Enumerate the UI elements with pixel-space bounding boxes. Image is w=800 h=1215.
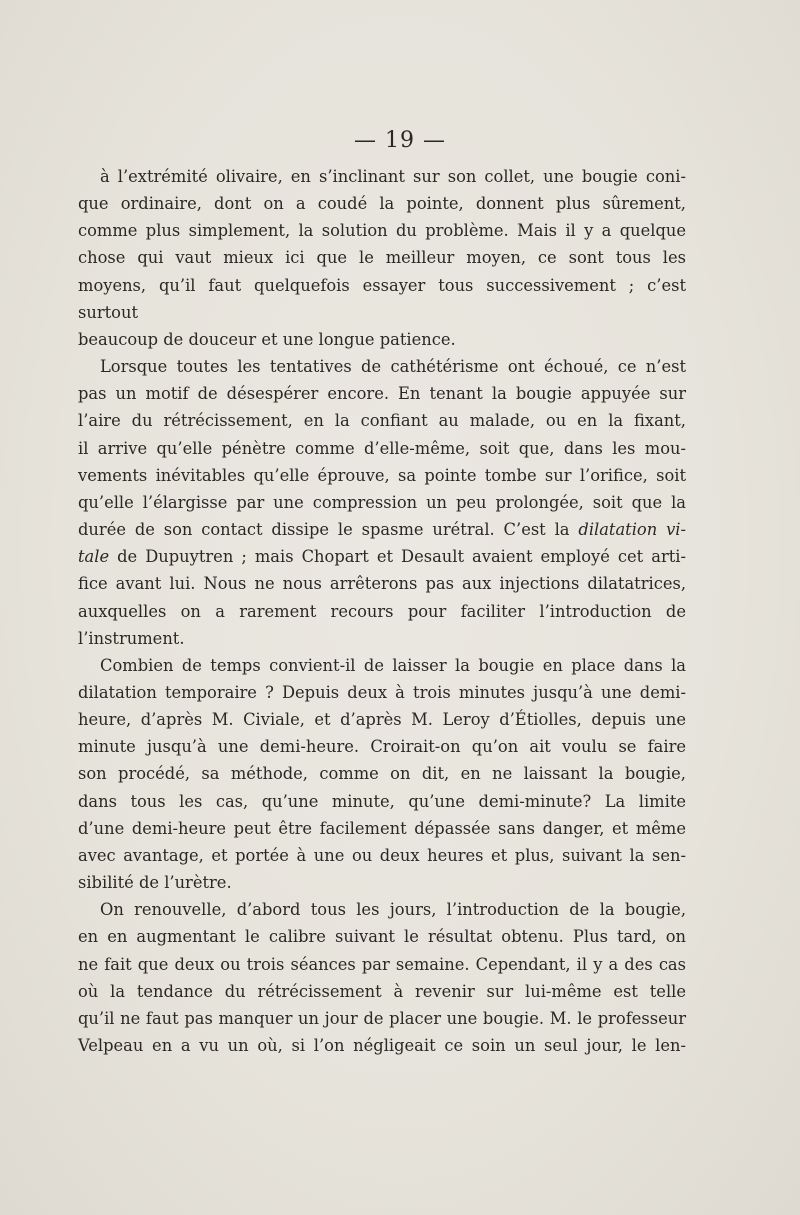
line-text: comme plus simplement, la solution du problème. Mais il y a quelque — [78, 221, 686, 241]
text-line — [78, 217, 686, 244]
text-line — [78, 570, 686, 597]
text-line — [78, 407, 686, 434]
line-text: durée de son contact dissipe le spasme urétral. C’est la — [78, 520, 570, 540]
text-line — [78, 272, 686, 326]
line-text: avec avantage, et portée à une ou deux heures et plus, suivant la sen- — [78, 845, 686, 865]
text-line — [78, 353, 686, 380]
text-line — [78, 923, 686, 950]
text-line — [78, 733, 686, 760]
italic-text: tale — [78, 547, 110, 567]
text-line — [78, 652, 686, 679]
text-line — [78, 543, 686, 570]
text-line — [78, 706, 686, 733]
text-line — [78, 1005, 686, 1032]
line-text: moyens, qu’il faut quelquefois essayer tous successivement ; c’est surtout — [78, 275, 686, 322]
text-line — [78, 516, 686, 543]
line-text: chose qui vaut mieux ici que le meilleur moyen, ce sont tous les — [78, 248, 686, 268]
text-line — [78, 380, 686, 407]
text-line — [78, 951, 686, 978]
text-line — [78, 760, 686, 787]
text-line — [78, 978, 686, 1005]
text-line — [78, 598, 686, 625]
line-text: l’instrument. — [78, 628, 185, 648]
text-line — [78, 788, 686, 815]
text-line — [78, 244, 686, 271]
line-text: auxquelles on a rarement recours pour faciliter l’introduction de — [78, 601, 686, 621]
line-text: que ordinaire, dont on a coudé la pointe, donnent plus sûrement, — [78, 194, 686, 214]
line-text: à l’extrémité olivaire, en s’inclinant sur son collet, une bougie coni- — [100, 167, 686, 186]
line-text: heure, d’après M. Civiale, et d’après M. Leroy d’Étiolles, depuis une — [78, 710, 686, 730]
page-number: — 19 — — [354, 128, 446, 153]
text-line — [78, 869, 686, 896]
body-text — [78, 163, 686, 1059]
line-text: l’aire du rétrécissement, en la confiant au malade, ou en la fixant, — [78, 411, 686, 431]
line-text: qu’il ne faut pas manquer un jour de placer une bougie. M. le professeur — [78, 1008, 686, 1028]
line-text: dilatation temporaire ? Depuis deux à trois minutes jusqu’à une demi- — [78, 682, 686, 702]
line-text: Lorsque toutes les tentatives de cathétérisme ont échoué, ce n’est — [100, 357, 686, 377]
text-line — [78, 163, 686, 190]
line-text: On renouvelle, d’abord tous les jours, l’introduction de la bougie, — [100, 900, 686, 920]
line-text: minute jusqu’à une demi-heure. Croirait-on qu’on ait voulu se faire — [78, 737, 686, 757]
text-line — [78, 1032, 686, 1059]
line-text: de Dupuytren ; mais Chopart et Desault avaient employé cet arti- — [117, 547, 686, 567]
text-line — [78, 326, 686, 353]
line-text: pas un motif de désespérer encore. En tenant la bougie appuyée sur — [78, 384, 686, 404]
line-text: dans tous les cas, qu’une minute, qu’une demi-minute? La limite — [78, 791, 686, 811]
line-text: où la tendance du rétrécissement à revenir sur lui-même est telle — [78, 981, 686, 1001]
text-line — [78, 625, 686, 652]
line-text: Velpeau en a vu un où, si l’on négligeait ce soin un seul jour, le len- — [78, 1036, 686, 1055]
text-line — [78, 190, 686, 217]
line-text: en en augmentant le calibre suivant le résultat obtenu. Plus tard, on — [78, 927, 686, 947]
line-text: vements inévitables qu’elle éprouve, sa pointe tombe sur l’orifice, soit — [78, 465, 686, 485]
line-text: ne fait que deux ou trois séances par semaine. Cependant, il y a des cas — [78, 954, 686, 974]
text-line — [78, 815, 686, 842]
line-text: sibilité de l’urètre. — [78, 873, 232, 893]
line-text: d’une demi-heure peut être facilement dépassée sans danger, et même — [78, 818, 686, 838]
line-text: beaucoup de douceur et une longue patience. — [78, 329, 456, 349]
text-line — [78, 489, 686, 516]
text-line — [78, 896, 686, 923]
text-line — [78, 842, 686, 869]
italic-text: dilatation vi- — [578, 520, 686, 540]
line-text: fice avant lui. Nous ne nous arrêterons pas aux injections dilatatrices, — [78, 574, 686, 594]
line-text: Combien de temps convient-il de laisser la bougie en place dans la — [100, 655, 686, 675]
text-line — [78, 679, 686, 706]
text-line — [78, 462, 686, 489]
line-text: son procédé, sa méthode, comme on dit, en ne laissant la bougie, — [78, 764, 686, 784]
line-text: qu’elle l’élargisse par une compression un peu prolongée, soit que la — [78, 492, 686, 512]
text-line — [78, 435, 686, 462]
line-text: il arrive qu’elle pénètre comme d’elle-même, soit que, dans les mou- — [78, 438, 686, 458]
